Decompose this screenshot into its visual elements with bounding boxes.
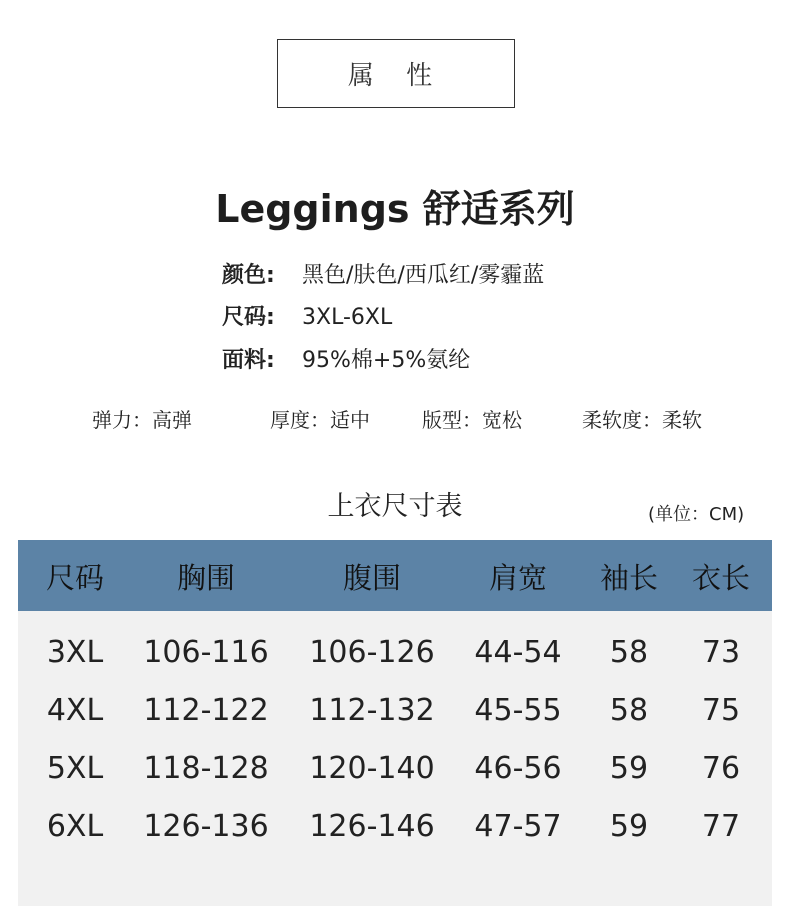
table-row [18,635,772,675]
spec-fabric [222,343,470,374]
table-cell: 126-136 [143,809,269,844]
spec-fabric-key: 面料: [222,348,275,373]
table-cell: 59 [609,751,649,786]
table-cell: 46-56 [474,751,562,786]
feature-softness: 柔软度：柔软 [582,408,702,432]
table-cell: 6XL [46,809,104,844]
table-cell: 73 [701,635,741,670]
table-cell: 3XL [46,635,104,670]
table-cell: 112-122 [143,693,269,728]
table-row [18,751,772,791]
product-title: Leggings 舒适系列 [215,187,575,231]
header-cell-chest: 胸围 [176,561,236,595]
size-table-title: 上衣尺寸表 [327,491,463,522]
table-cell: 45-55 [474,693,562,728]
table-cell: 75 [701,693,741,728]
header-cell-sleeve: 袖长 [599,561,659,595]
size-table-unit: (单位：CM) [648,504,745,525]
feature-fit: 版型：宽松 [422,408,522,432]
spec-color [222,258,544,289]
size-table-body [18,611,772,906]
attribute-heading-box [277,39,515,108]
table-cell: 58 [609,693,649,728]
table-row [18,693,772,733]
header-cell-shoulder: 肩宽 [488,561,548,595]
spec-color-value: 黑色/肤色/西瓜红/雾霾蓝 [302,263,545,288]
table-cell: 77 [701,809,741,844]
table-cell: 112-132 [309,693,435,728]
spec-color-key: 颜色: [222,263,275,288]
feature-elasticity: 弹力：高弹 [92,408,192,432]
table-cell: 59 [609,809,649,844]
table-row [18,809,772,849]
table-cell: 5XL [46,751,104,786]
table-cell: 106-116 [143,635,269,670]
spec-size-key: 尺码: [222,305,275,330]
table-cell: 76 [701,751,741,786]
spec-fabric-value: 95%棉+5%氨纶 [302,348,471,373]
header-cell-size: 尺码 [45,561,105,595]
header-cell-length: 衣长 [691,561,751,595]
table-cell: 58 [609,635,649,670]
table-cell: 120-140 [309,751,435,786]
table-cell: 106-126 [309,635,435,670]
header-cell-waist: 腹围 [342,561,402,595]
size-table-header [18,540,772,611]
table-cell: 47-57 [474,809,562,844]
table-cell: 126-146 [309,809,435,844]
spec-size-value: 3XL-6XL [302,305,393,330]
feature-thickness: 厚度：适中 [270,408,370,432]
spec-size [222,300,392,331]
table-cell: 4XL [46,693,104,728]
table-cell: 44-54 [474,635,562,670]
attribute-heading: 属 性 [347,61,445,91]
table-cell: 118-128 [143,751,269,786]
